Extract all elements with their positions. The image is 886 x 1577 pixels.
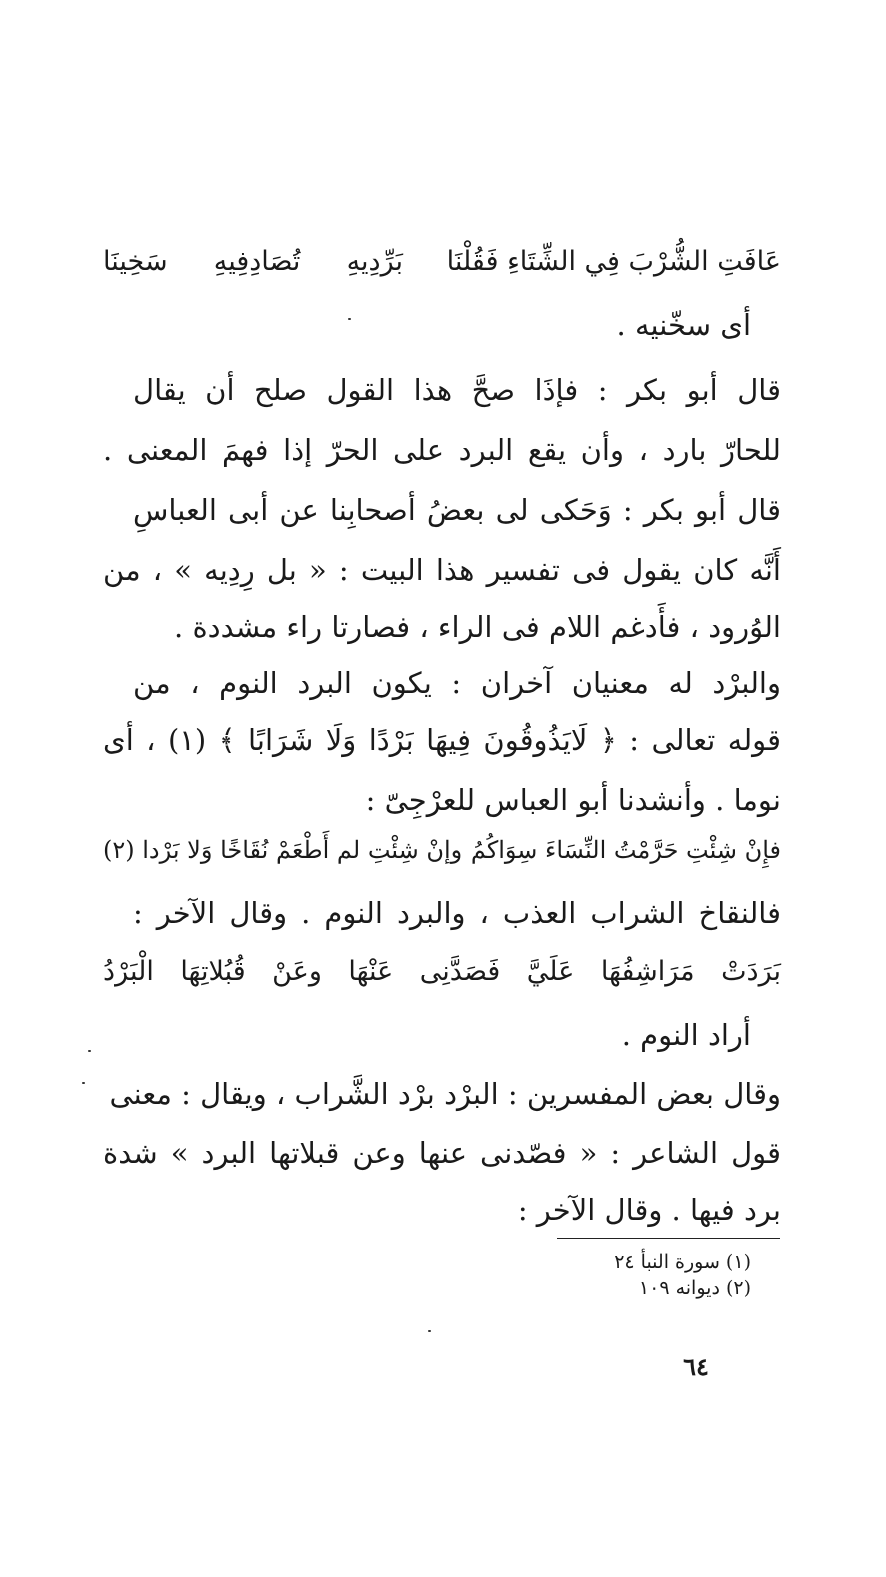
text-line: للحارّ بارد ، وأن يقع البرد على الحرّ إذا فهمَ المعنى . [103,433,781,467]
text-line: أراد النوم . [621,1018,751,1052]
footnote-separator [557,1238,780,1239]
text-line: نوما . وأنشدنا أبو العباس للعرْجِىّ : [365,783,781,817]
verse-2-first-hemistich: فإِنْ شِئْتِ حَرَّمْتُ النِّسَاءَ سِوَاكُمُ [470,836,781,864]
text-line: برد فيها . وقال الآخر : [517,1193,781,1227]
text-line: قول الشاعر : « فصّدنى عنها وعن قبلاتها البرد » شدة [103,1136,781,1170]
text-line: والبرْد له معنيان آخران : يكون البرد النوم ، من [133,666,781,700]
text-line: قوله تعالى : ﴿ لَايَذُوقُونَ فِيهَا بَرْدًا وَلَا شَرَابًا ﴾ (١) ، أى [103,723,782,757]
verse-2-second-hemistich: وإنْ شِئْتِ لم أَطْعَمْ نُقَاخًا وَلا بَرْدا (٢) [103,836,463,864]
text-line: الوُرود ، فأَدغم اللام فى الراء ، فصارتا راء مشددة . [174,610,781,644]
verse-1 [103,240,781,284]
text-line: أى سخّنيه . [616,308,751,342]
verse-1-first-hemistich: عَافَتِ الشُّرْبَ فِي الشِّتَاءِ فَقُلْنَا [446,246,781,277]
verse-word: فَصَدَّنِى [419,956,501,987]
verse-1-second-hemistich [103,240,403,284]
verse-word: قُبُلاتِهَا [180,956,246,987]
footnote-1: (١) سورة النبأ ٢٤ [614,1251,751,1273]
scan-speck [348,318,351,320]
text-line: قال أبو بكر : فإذَا صحَّ هذا القول صلح أن يقال [133,373,781,407]
text-line: فالنقاخ الشراب العذب ، والبرد النوم . وقال الآخر : [133,896,781,930]
verse-word: الْبَرْدُ [103,956,154,987]
verse-word: وعَنْ [272,956,322,987]
text-line: أَنَّه كان يقول فى تفسير هذا البيت : « بل رِدِيه » ، من [103,553,781,587]
text-line: وقال بعض المفسرين : البرْد برْد الشَّراب ، ويقال : معنى [109,1077,781,1111]
verse-word: مَرَاشِفُهَا [600,956,695,987]
scan-speck [82,1082,85,1084]
verse-word: بَرِّدِيهِ [346,246,403,277]
scan-speck [88,1050,91,1052]
verse-word: سَخِينَا [103,246,168,277]
page-number: ٦٤ [683,1352,709,1381]
scan-speck [428,1330,431,1332]
verse-word: عَلَيَّ [526,956,575,987]
verse-3 [103,950,781,994]
verse-3-words [103,950,781,994]
verse-2 [103,828,781,872]
verse-word: تُصَادِفِيهِ [213,246,301,277]
footnote-2: (٢) ديوانه ١٠٩ [638,1277,751,1299]
verse-word: بَرَدَتْ [721,956,781,987]
verse-word: عَنْهَا [348,956,394,987]
text-line: قال أبو بكر : وَحَكى لى بعضُ أصحابِنا عن أبى العباسِ [133,493,781,527]
